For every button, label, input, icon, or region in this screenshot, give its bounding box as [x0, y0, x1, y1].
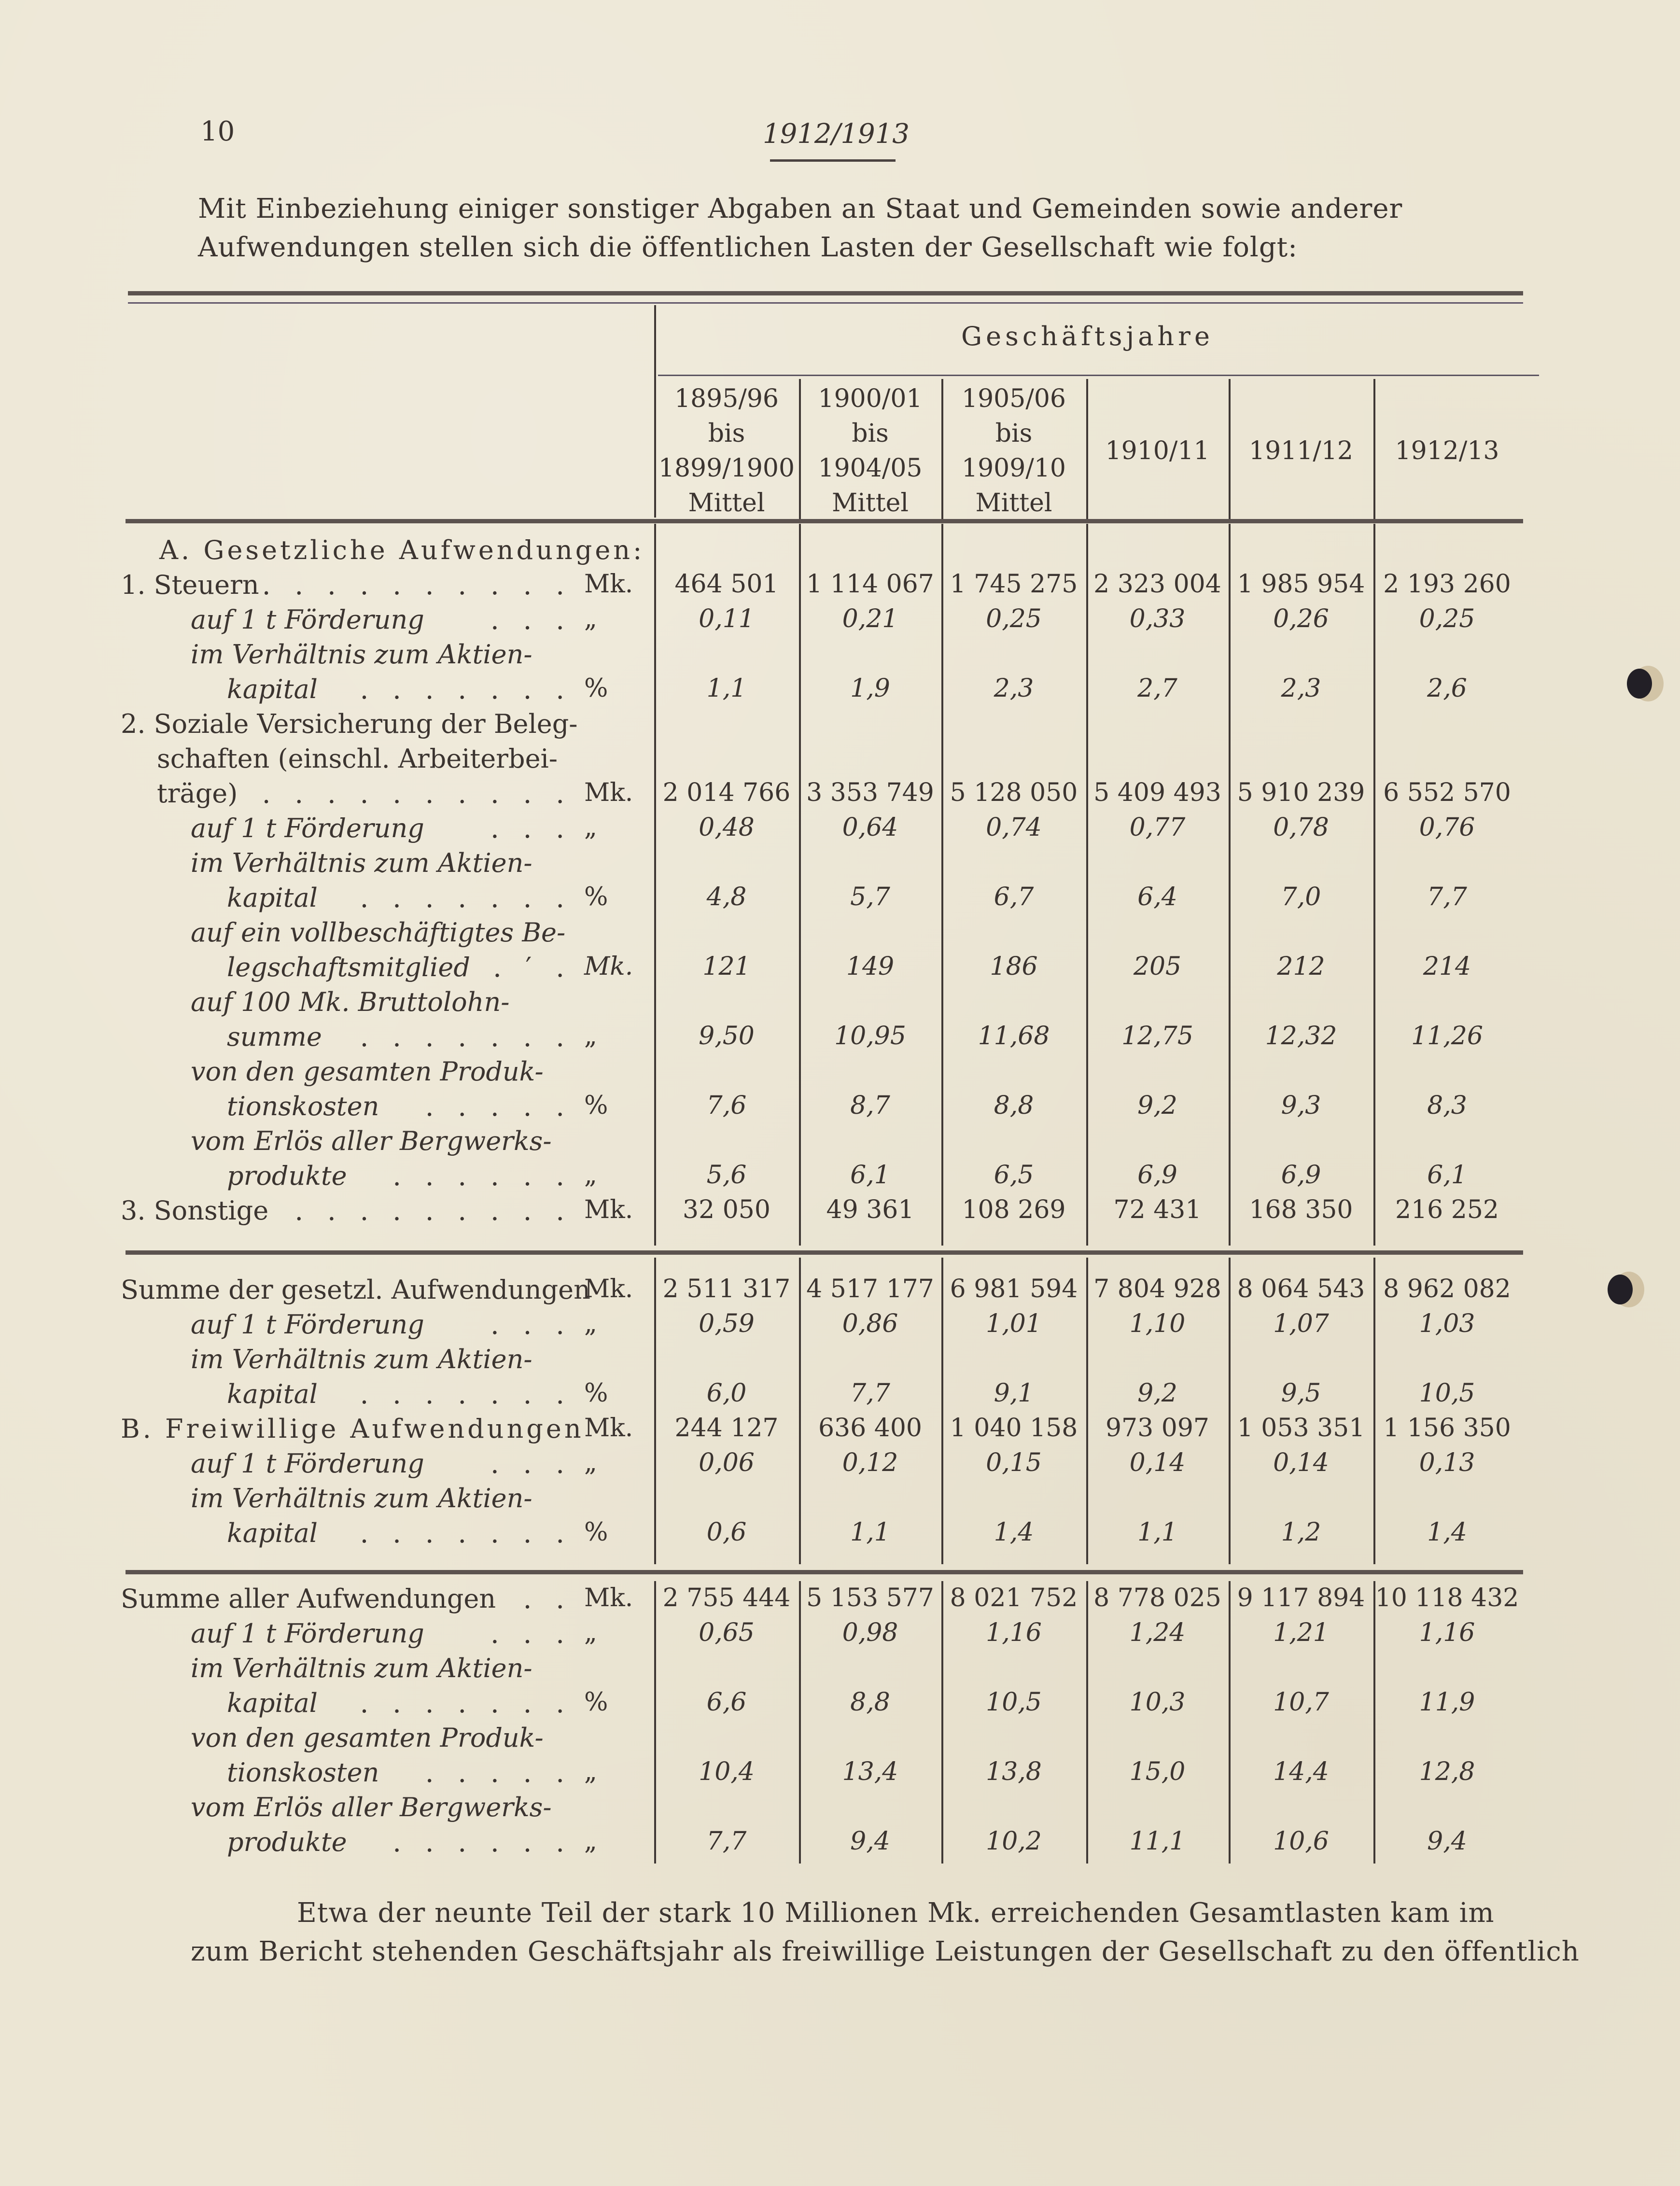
row-label: Summe aller Aufwendungen: [121, 1583, 496, 1614]
table-cell: 1,1: [706, 674, 747, 703]
table-cell: 108 269: [962, 1195, 1066, 1224]
row-label: im Verhältnis zum Aktien-: [191, 848, 532, 878]
table-cell: 6,9: [1137, 1161, 1177, 1190]
column-header-line: bis: [995, 419, 1033, 448]
leader-dots: . . . . .: [425, 1757, 572, 1789]
unit-label: „: [584, 1618, 597, 1647]
table-cell: 10,6: [1273, 1827, 1329, 1856]
column-header-2: [799, 381, 941, 520]
table-cell: 6,0: [706, 1379, 747, 1408]
table-cell: 0,26: [1273, 604, 1329, 633]
table-cell: 8,7: [850, 1091, 890, 1120]
table-cell: 636 400: [818, 1414, 923, 1443]
table-cell: 10 118 432: [1375, 1583, 1519, 1612]
table-cell: 14,4: [1273, 1757, 1329, 1786]
running-head: 1912/1913: [763, 118, 910, 150]
row-label: tionskosten: [227, 1091, 379, 1121]
closing-line-1: Etwa der neunte Teil der stark 10 Millionen Mk. erreichenden Gesamtlasten kam im: [297, 1897, 1495, 1929]
column-header-line: Mittel: [688, 489, 765, 518]
leader-dots: . . . . . . .: [360, 1379, 572, 1410]
leader-dots: . . . . . . . . . .: [262, 570, 572, 601]
table-cell: 2,6: [1427, 674, 1467, 703]
leader-dots: . . . . . . .: [360, 674, 572, 705]
table-cell: 0,25: [1419, 604, 1475, 633]
unit-label: %: [584, 674, 608, 703]
table-cell: 10,5: [986, 1688, 1042, 1717]
table-cell: 2 511 317: [662, 1275, 791, 1303]
table-cell: 1,2: [1281, 1518, 1321, 1547]
table-cell: 10,7: [1273, 1688, 1329, 1717]
table-cell: 9,4: [850, 1827, 890, 1856]
table-cell: 10,4: [699, 1757, 755, 1786]
table-cell: 0,64: [842, 813, 898, 842]
table-cell: 8,3: [1427, 1091, 1467, 1120]
leader-dots: . . . . . . . . . .: [262, 778, 572, 810]
table-cell: 7,7: [1427, 883, 1467, 911]
table-cell: 9,5: [1281, 1379, 1321, 1408]
table-cell: 8,8: [850, 1688, 890, 1717]
closing-line-2: zum Bericht stehenden Geschäftsjahr als freiwillige Leistungen der Gesellschaft zu den öffentlich: [191, 1936, 1580, 1967]
table-cell: 4 517 177: [806, 1275, 934, 1303]
table-cell: 12,8: [1419, 1757, 1475, 1786]
column-header-line: bis: [708, 419, 745, 448]
row-label: auf 100 Mk. Bruttolohn-: [191, 987, 510, 1017]
table-cell: 0,98: [842, 1618, 898, 1647]
table-cell: 0,48: [699, 813, 755, 842]
table-top-rule: [128, 291, 1523, 295]
row-label: schaften (einschl. Arbeiterbei-: [157, 743, 558, 774]
row-label: 2. Soziale Versicherung der Beleg-: [121, 709, 578, 739]
row-label: von den gesamten Produk-: [191, 1723, 544, 1753]
table-cell: 0,25: [986, 604, 1042, 633]
table-cell: 9,2: [1137, 1091, 1177, 1120]
table-cell: 1 040 158: [950, 1414, 1078, 1443]
table-cell: 8,8: [994, 1091, 1034, 1120]
row-label: träge): [157, 778, 238, 809]
table-cell: 6,7: [994, 883, 1034, 911]
unit-label: Mk.: [584, 1583, 633, 1612]
table-cell: 0,65: [699, 1618, 755, 1647]
column-header-line: 1895/96: [674, 384, 779, 413]
table-cell: 49 361: [826, 1195, 914, 1224]
table-top-thin-rule: [128, 302, 1523, 304]
table-cell: 6,5: [994, 1161, 1034, 1190]
column-header-line: Mittel: [831, 489, 909, 518]
column-header-line: 1911/12: [1248, 436, 1354, 465]
table-cell: 973 097: [1105, 1414, 1210, 1443]
table-cell: 6,9: [1281, 1161, 1321, 1190]
table-cell: 1,07: [1273, 1309, 1329, 1338]
table-cell: 6,4: [1137, 883, 1177, 911]
table-cell: 1 053 351: [1237, 1414, 1365, 1443]
table-cell: 11,26: [1411, 1022, 1483, 1051]
row-label: auf 1 t Förderung: [191, 1309, 424, 1340]
table-cell: 1 156 350: [1383, 1414, 1511, 1443]
table-cell: 1,16: [1419, 1618, 1475, 1647]
table-cell: 0,86: [842, 1309, 898, 1338]
row-label: tionskosten: [227, 1757, 379, 1788]
leader-dots: . ′ .: [493, 952, 572, 983]
leader-dots: . . . . . .: [392, 1161, 572, 1192]
table-cell: 11,68: [978, 1022, 1050, 1051]
table-cell: 2,7: [1137, 674, 1177, 703]
table-cell: 8 064 543: [1237, 1275, 1365, 1303]
table-cell: 0,74: [986, 813, 1042, 842]
table-cell: 5,6: [706, 1161, 747, 1190]
punch-hole-icon: [1608, 1275, 1633, 1304]
table-cell: 0,14: [1129, 1448, 1186, 1477]
column-header-line: 1900/01: [818, 384, 923, 413]
table-cell: 7,0: [1281, 883, 1321, 911]
leader-dots: . . . . .: [425, 1091, 572, 1122]
table-cell: 0,59: [699, 1309, 755, 1338]
table-cell: 1,1: [850, 1518, 890, 1547]
table-cell: 186: [990, 952, 1038, 981]
table-cell: 212: [1277, 952, 1325, 981]
table-cell: 1,16: [986, 1618, 1042, 1647]
column-header-line: Mittel: [975, 489, 1052, 518]
unit-label: Mk.: [584, 570, 633, 599]
table-cell: 1,24: [1129, 1618, 1186, 1647]
table-cell: 10,5: [1419, 1379, 1475, 1408]
table-cell: 72 431: [1113, 1195, 1202, 1224]
intro-line-2: Aufwendungen stellen sich die öffentlichen Lasten der Gesellschaft wie folgt:: [198, 232, 1298, 263]
table-cell: 4,8: [706, 883, 747, 911]
unit-label: Mk.: [584, 1195, 633, 1224]
row-label: kapital: [227, 1688, 318, 1718]
row-label: kapital: [227, 674, 318, 704]
leader-dots: . . . . . .: [392, 1827, 572, 1858]
column-header-line: 1904/05: [818, 454, 923, 483]
unit-label: Mk.: [584, 1414, 633, 1443]
table-cell: 0,12: [842, 1448, 898, 1477]
table-cell: 6,1: [850, 1161, 890, 1190]
group-header-rule: [658, 375, 1539, 376]
row-label: im Verhältnis zum Aktien-: [191, 1483, 532, 1513]
row-label: legschaftsmitglied: [227, 952, 470, 982]
row-label: vom Erlös aller Bergwerks-: [191, 1792, 552, 1822]
table-cell: 11,9: [1419, 1688, 1475, 1717]
table-cell: 1,10: [1129, 1309, 1186, 1338]
table-cell: 1 114 067: [806, 570, 934, 599]
table-cell: 7,7: [706, 1827, 747, 1856]
table-cell: 6 981 594: [950, 1275, 1078, 1303]
unit-label: „: [584, 604, 597, 633]
table-cell: 9,1: [994, 1379, 1034, 1408]
column-header-line: bis: [852, 419, 889, 448]
table-cell: 244 127: [674, 1414, 779, 1443]
row-label: kapital: [227, 1379, 318, 1409]
row-label: 3. Sonstige: [121, 1195, 269, 1226]
row-label: auf 1 t Förderung: [191, 604, 424, 635]
unit-label: „: [584, 1757, 597, 1786]
page-number: 10: [200, 116, 235, 147]
row-label: im Verhältnis zum Aktien-: [191, 639, 532, 670]
table-cell: 1,9: [850, 674, 890, 703]
column-header-4: [1086, 434, 1229, 468]
section-a-bottom-rule: [126, 1250, 1523, 1255]
table-cell: 2 323 004: [1093, 570, 1221, 599]
table-cell: 0,76: [1419, 813, 1475, 842]
column-header-line: 1899/1900: [658, 454, 795, 483]
table-cell: 0,06: [699, 1448, 755, 1477]
column-header-line: 1905/06: [961, 384, 1066, 413]
table-cell: 9,3: [1281, 1091, 1321, 1120]
table-cell: 6 552 570: [1383, 778, 1511, 807]
table-cell: 12,75: [1121, 1022, 1193, 1051]
leader-dots: . . .: [490, 1448, 572, 1480]
table-cell: 10,3: [1129, 1688, 1186, 1717]
table-cell: 13,4: [842, 1757, 898, 1786]
table-cell: 0,11: [699, 604, 755, 633]
leader-dots: . . . . . . . . .: [294, 1195, 572, 1227]
column-header-line: 1910/11: [1105, 436, 1210, 465]
table-cell: 214: [1423, 952, 1471, 981]
table-cell: 6,1: [1427, 1161, 1467, 1190]
table-cell: 2,3: [1281, 674, 1321, 703]
table-cell: 1,4: [994, 1518, 1034, 1547]
leader-dots: . . .: [490, 813, 572, 844]
table-cell: 9 117 894: [1237, 1583, 1365, 1612]
column-header-line: 1912/13: [1395, 436, 1499, 465]
table-cell: 5 910 239: [1237, 778, 1365, 807]
table-cell: 9,4: [1427, 1827, 1467, 1856]
unit-label: Mk.: [584, 778, 633, 807]
row-label: von den gesamten Produk-: [191, 1056, 544, 1087]
table-cell: 1 745 275: [950, 570, 1078, 599]
unit-label: %: [584, 1091, 608, 1120]
section-b-bottom-rule: [126, 1570, 1523, 1574]
header-bottom-rule: [126, 519, 1523, 523]
row-label: auf 1 t Förderung: [191, 1448, 424, 1479]
column-header-1: [654, 381, 799, 520]
leader-dots: . .: [523, 1583, 572, 1615]
table-cell: 2,3: [994, 674, 1034, 703]
table-cell: 0,21: [842, 604, 898, 633]
unit-label: „: [584, 813, 597, 842]
table-cell: 7 804 928: [1093, 1275, 1221, 1303]
table-cell: 0,14: [1273, 1448, 1329, 1477]
leader-dots: . . . . . . .: [360, 883, 572, 914]
leader-dots: . . . . . . .: [360, 1688, 572, 1719]
row-label: produkte: [227, 1827, 347, 1857]
table-cell: 8 021 752: [950, 1583, 1078, 1612]
table-cell: 0,13: [1419, 1448, 1475, 1477]
table-cell: 13,8: [986, 1757, 1042, 1786]
table-cell: 0,6: [706, 1518, 747, 1547]
table-cell: 3 353 749: [806, 778, 934, 807]
unit-label: „: [584, 1309, 597, 1338]
row-label: auf 1 t Förderung: [191, 813, 424, 843]
table-cell: 10,2: [986, 1827, 1042, 1856]
table-cell: 168 350: [1249, 1195, 1353, 1224]
row-label: B. Freiwillige Aufwendungen: [121, 1414, 584, 1444]
table-cell: 32 050: [683, 1195, 770, 1224]
row-label: Summe der gesetzl. Aufwendungen: [121, 1275, 590, 1305]
unit-label: „: [584, 1161, 597, 1190]
table-cell: 11,1: [1129, 1827, 1186, 1856]
table-cell: 2 014 766: [662, 778, 791, 807]
table-cell: 5 153 577: [806, 1583, 934, 1612]
table-cell: 12,32: [1265, 1022, 1337, 1051]
table-cell: 5,7: [850, 883, 890, 911]
table-cell: 1,01: [986, 1309, 1042, 1338]
group-header: Geschäftsjahre: [961, 321, 1214, 351]
row-label: vom Erlös aller Bergwerks-: [191, 1126, 552, 1156]
row-label: kapital: [227, 883, 318, 913]
column-header-3: [941, 381, 1086, 520]
table-cell: 10,95: [834, 1022, 906, 1051]
row-label: auf ein vollbeschäftigtes Be-: [191, 917, 566, 948]
table-cell: 1,21: [1273, 1618, 1329, 1647]
table-cell: 9,50: [699, 1022, 755, 1051]
leader-dots: . . . . . . .: [360, 1518, 572, 1549]
leader-dots: . . .: [490, 1618, 572, 1650]
table-cell: 9,2: [1137, 1379, 1177, 1408]
table-cell: 1 985 954: [1237, 570, 1365, 599]
unit-label: %: [584, 1688, 608, 1717]
unit-label: „: [584, 1022, 597, 1051]
unit-label: %: [584, 1379, 608, 1408]
row-label: produkte: [227, 1161, 347, 1191]
table-cell: 2 193 260: [1383, 570, 1511, 599]
table-cell: 0,78: [1273, 813, 1329, 842]
table-cell: 0,15: [986, 1448, 1042, 1477]
unit-label: „: [584, 1827, 597, 1856]
row-label: 1. Steuern: [121, 570, 259, 600]
row-label: kapital: [227, 1518, 318, 1548]
table-cell: 7,6: [706, 1091, 747, 1120]
table-cell: 8 962 082: [1383, 1275, 1511, 1303]
table-cell: 15,0: [1129, 1757, 1186, 1786]
intro-line-1: Mit Einbeziehung einiger sonstiger Abgaben an Staat und Gemeinden sowie anderer: [198, 193, 1403, 224]
section-a-title: A. Gesetzliche Aufwendungen:: [159, 535, 645, 565]
table-cell: 121: [702, 952, 751, 981]
table-cell: 1,4: [1427, 1518, 1467, 1547]
table-cell: 2 755 444: [662, 1583, 791, 1612]
table-cell: 216 252: [1395, 1195, 1499, 1224]
table-cell: 7,7: [850, 1379, 890, 1408]
unit-label: Mk.: [584, 1275, 633, 1303]
table-cell: 8 778 025: [1093, 1583, 1221, 1612]
table-cell: 0,33: [1129, 604, 1186, 633]
leader-dots: . . .: [490, 604, 572, 636]
leader-dots: . . . . . . .: [360, 1022, 572, 1053]
table-cell: 0,77: [1129, 813, 1186, 842]
column-header-5: [1229, 434, 1373, 468]
table-cell: 1,03: [1419, 1309, 1475, 1338]
row-label: im Verhältnis zum Aktien-: [191, 1653, 532, 1683]
unit-label: %: [584, 1518, 608, 1547]
table-cell: 205: [1133, 952, 1182, 981]
unit-label: „: [584, 1448, 597, 1477]
row-label: summe: [227, 1022, 322, 1052]
leader-dots: . . .: [490, 1309, 572, 1341]
unit-label: %: [584, 883, 608, 911]
row-label: auf 1 t Förderung: [191, 1618, 424, 1649]
table-cell: 5 128 050: [950, 778, 1078, 807]
punch-hole-icon: [1627, 669, 1652, 699]
table-cell: 6,6: [706, 1688, 747, 1717]
row-label: im Verhältnis zum Aktien-: [191, 1344, 532, 1374]
table-cell: 1,1: [1137, 1518, 1177, 1547]
table-cell: 464 501: [674, 570, 779, 599]
running-head-rule: [770, 159, 896, 162]
table-cell: 149: [846, 952, 895, 981]
column-header-line: 1909/10: [961, 454, 1066, 483]
unit-label: Mk.: [584, 952, 633, 981]
table-cell: 5 409 493: [1093, 778, 1221, 807]
column-header-6: [1373, 434, 1521, 468]
